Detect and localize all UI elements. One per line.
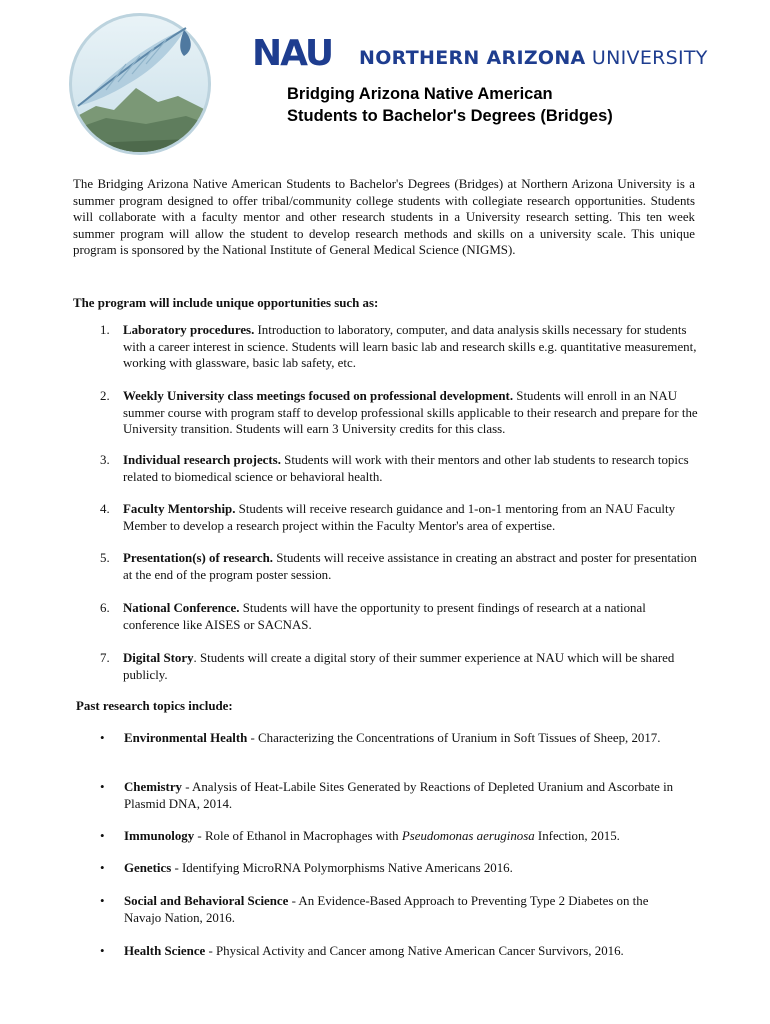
intro-paragraph: The Bridging Arizona Native American Students to Bachelor's Degrees (Bridges) at Northern Arizona University is a summer program designed to offer tribal/community college students with collegiate research opportunities. Students will collaborate with a faculty mentor and other research students in a University research setting. This ten week summer program will allow the student to develop research methods and skills on a university scale. This unique program is sponsored by the National Institute of General Medical Science (NIGMS). <box>73 177 695 258</box>
past-topics-heading: Past research topics include: <box>76 699 233 713</box>
nau-logo-mark: NAU <box>252 33 333 74</box>
university-name: NORTHERN ARIZONA UNIVERSITY <box>359 47 708 69</box>
opportunities-heading: The program will include unique opportunities such as: <box>73 296 379 310</box>
nau-seal-logo <box>66 10 214 158</box>
page-title: Bridging Arizona Native American Students to Bachelor's Degrees (Bridges) <box>287 85 613 125</box>
